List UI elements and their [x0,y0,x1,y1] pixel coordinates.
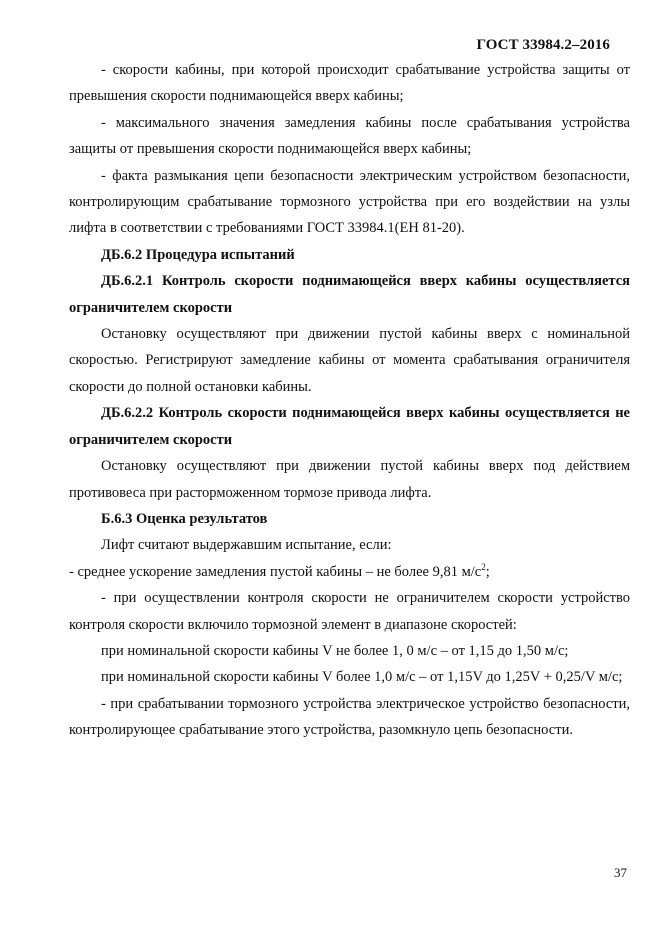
average-deceleration-end: ; [485,563,490,580]
paragraph-passed-if: Лифт считают выдержавшим испытание, если: [101,537,392,554]
heading-6-2-2: ДБ.6.2.2 Контроль скорости поднимающейся вверх кабины осуществляется не ограничителем скорости [69,405,630,448]
paragraph-stop-nominal: Остановку осуществляют при движении пустой кабины вверх с номинальной скоростью. Регистрируют замедление кабины от момента срабатывания ограничителя скорости до полной остановки кабины. [69,326,630,395]
page-body [69,57,630,744]
heading-6-3-results: Б.6.3 Оценка результатов [101,510,268,527]
paragraph-speed-control-range: - при осуществлении контроля скорости не ограничителем скорости устройство контроля скорости включило тормозной элемент в диапазоне скоростей: [69,590,630,633]
paragraph-safety-opened: - при срабатывании тормозного устройства электрическое устройство безопасности, контролирующее срабатывание этого устройства, разомкнуло цепь безопасности. [69,695,630,739]
paragraph-max-deceleration: - максимального значения замедления кабины после срабатывания устройства защиты от превышения скорости поднимающейся вверх кабины; [69,114,630,158]
document-id: ГОСТ 33984.2–2016 [476,37,610,53]
paragraph-safety-circuit: - факта размыкания цепи безопасности электрическим устройством безопасности, контролирующим срабатывание тормозного устройства при его воздействии на узлы лифта в соответствии с требованиями ГОСТ 33984.1(ЕН 81-20). [69,167,630,237]
heading-test-procedure: ДБ.6.2 Процедура испытаний [101,246,295,263]
paragraph-average-deceleration [69,559,630,585]
units-superscript: 2 [481,561,486,572]
page-number: 37 [614,865,627,880]
paragraph-speed-activation: - скорости кабины, при которой происходит срабатывание устройства защиты от превышения скорости поднимающейся вверх кабины; [69,62,630,105]
average-deceleration-text: - среднее ускорение замедления пустой кабины – не более 9,81 м/с [69,563,482,580]
heading-6-2-1: ДБ.6.2.1 Контроль скорости поднимающейся вверх кабины осуществляется ограничителем скорости [69,273,630,316]
paragraph-nominal-over-1: при номинальной скорости кабины V более 1,0 м/с – от 1,15V до 1,25V + 0,25/V м/с; [101,669,623,686]
paragraph-nominal-up-to-1: при номинальной скорости кабины V не более 1, 0 м/с – от 1,15 до 1,50 м/с; [101,642,569,659]
paragraph-stop-counterweight: Остановку осуществляют при движении пустой кабины вверх под действием противовеса при расторможенном тормозе привода лифта. [69,458,630,501]
